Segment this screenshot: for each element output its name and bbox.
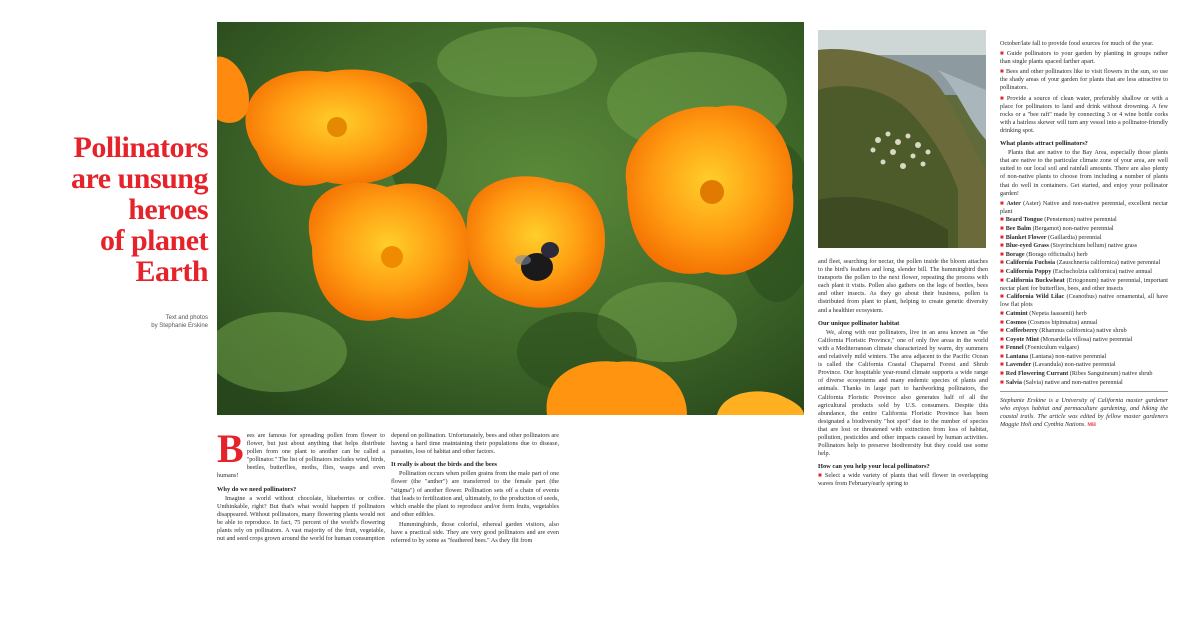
bullet-icon: ■	[1000, 352, 1004, 360]
plant-item	[1000, 353, 1168, 361]
plant-name: California Fuchsia	[1005, 259, 1056, 267]
paragraph: Imagine a world without chocolate, blueberries or coffee. Unthinkable, right? But that's what would happen if pollinators disappeared. Without pollinators, many flowering plants would not be able to reproduce. In fact, 75 percent of the world's flowering plants rely on pollinators. A vast majority of the fruit, vegetable, nut and seed crops grown around the world for human consumption	[217, 494, 385, 543]
bullet-icon: ■	[1000, 335, 1004, 343]
subhead-habitat: Our unique pollinator habitat	[818, 319, 900, 327]
title-line: of planet	[100, 224, 208, 257]
bullet-icon: ■	[1000, 259, 1004, 267]
article-title	[40, 132, 208, 287]
plant-description: (Gaillardia) perennial	[1048, 233, 1102, 241]
plant-item	[1000, 293, 1168, 309]
bullet-icon: ■	[1000, 318, 1004, 326]
bullet-icon: ■	[1000, 233, 1004, 241]
plant-description: (Salvia) native and non-native perennial	[1023, 378, 1123, 386]
plant-description: (Zauschneria californica) native perennial	[1056, 259, 1161, 267]
plant-name: Coffeeberry	[1005, 327, 1038, 335]
divider	[1000, 391, 1168, 392]
drop-cap: B	[217, 426, 244, 471]
paragraph: Plants that are native to the Bay Area, especially those plants that are native to the particular climate zone of your area, are well suited to our local soil and rainfall amounts. There are also plenty of non-native plants to choose from including a number of plants that do well in containers. Get started, and enjoy your pollinator garden!	[1000, 149, 1168, 197]
plant-description: (Aster) Native and non-native perennial, excellent nectar plant	[1000, 199, 1168, 215]
bullet-icon: ■	[1000, 378, 1004, 386]
plant-item	[1000, 242, 1168, 250]
bullet-icon: ■	[1000, 50, 1005, 58]
bullet-icon: ■	[1000, 267, 1004, 275]
poppies-photo	[217, 22, 804, 415]
intro-paragraph: ees are famous for spreading pollen from flower to flower, but just about anything that helps distribute pollen from one plant to another can be called a "pollinator." The list of pollinators includes wind, birds, beetles, butterflies, moths, flies, wasps and even humans!	[217, 432, 385, 480]
plant-item	[1000, 370, 1168, 378]
subhead-birds-bees: It really is about the birds and the bees	[391, 461, 498, 469]
bullet-item: ■ Guide pollinators to your garden by planting in groups rather than single plants spaced farther apart.	[1000, 50, 1168, 66]
column-3	[818, 258, 988, 491]
plant-name: Borage	[1005, 250, 1025, 258]
plant-name: Blue-eyed Grass	[1005, 242, 1049, 250]
bullet-icon: ■	[1000, 370, 1004, 378]
bullet-icon: ■	[1000, 216, 1004, 224]
plant-name: Aster	[1006, 199, 1021, 207]
plant-item	[1000, 336, 1168, 344]
plant-name: Beard Tongue	[1005, 216, 1043, 224]
plant-item	[1000, 379, 1168, 387]
plant-item	[1000, 268, 1168, 276]
subhead-why: Why do we need pollinators?	[217, 485, 297, 493]
bullet-icon: ■	[1000, 361, 1004, 369]
bullet-icon: ■	[1000, 327, 1004, 335]
plant-name: California Buckwheat	[1006, 276, 1065, 284]
plant-description: (Eschscholzia californica) native annual	[1052, 267, 1152, 275]
coastal-photo	[818, 30, 986, 248]
plant-description: (Nepeta faassenii) herb	[1029, 309, 1087, 317]
end-mark: MH	[1087, 423, 1096, 429]
subhead-plants: What plants attract pollinators?	[1000, 140, 1088, 148]
bullet-icon: ■	[818, 472, 823, 480]
plant-item	[1000, 259, 1168, 267]
title-line: Pollinators	[73, 131, 208, 164]
plant-name: Cosmos	[1005, 318, 1027, 326]
plant-description: (Cosmos bipinnatus) annual	[1027, 318, 1098, 326]
title-line: Earth	[135, 255, 208, 288]
plant-description: (Monardella villosa) native perennial	[1040, 335, 1133, 343]
byline-line: by Stephanie Erskine	[151, 323, 208, 329]
plant-name: Fennel	[1005, 344, 1024, 352]
plant-description: (Ribes Sanguineum) native shrub	[1069, 370, 1153, 378]
poppy-center-left	[309, 183, 469, 321]
plant-item	[1000, 234, 1168, 242]
plant-item	[1000, 277, 1168, 293]
plant-item	[1000, 225, 1168, 233]
plant-description: (Bergamot) non-native perennial	[1032, 224, 1114, 232]
plant-item	[1000, 344, 1168, 352]
plant-item	[1000, 216, 1168, 224]
bullet-item: ■ Bees and other pollinators like to visit flowers in the sun, so use the shady areas of your garden for plants that are less attractive to pollinators.	[1000, 68, 1168, 92]
paragraph: Pollination occurs when pollen grains from the male part of one flower (the "anther") are transferred to the female part (the "stigma") of another flower. Pollination sets off a chain of events that leads to fertilization and, ultimately, to the production of seeds, which enable the plant to reproduce and/or form fruits, vegetables and other edibles.	[391, 470, 559, 518]
plant-description: (Ceanothus) native ornamental, all have low flat plots	[1000, 293, 1169, 309]
poppy-top-left	[245, 69, 427, 185]
bullet-icon: ■	[1000, 276, 1005, 284]
bullet-icon: ■	[1000, 250, 1004, 258]
plant-description: (Foeniculum vulgare)	[1025, 344, 1079, 352]
plant-item	[1000, 200, 1168, 216]
bullet-icon: ■	[1000, 309, 1004, 317]
author-bio: Stephanie Erskine is a University of California master gardener who enjoys habitat and permaculture gardening, and hiking the coastal trails. The article was edited by fellow master gardeners Maggie Holt and Cynthia Nations. MH	[1000, 396, 1168, 429]
bullet-icon: ■	[1000, 224, 1004, 232]
bullet-icon: ■	[1000, 293, 1005, 301]
bullet-icon: ■	[1000, 242, 1004, 250]
plant-description: (Sisyrinchium bellum) native grass	[1050, 242, 1138, 250]
plant-item	[1000, 361, 1168, 369]
plant-item	[1000, 327, 1168, 335]
paragraph: Hummingbirds, those colorful, ethereal garden visitors, also have a practical side. They are very good pollinators and are even referred to by some as "feathered bees." As they flit from	[391, 520, 559, 545]
plant-name: Catmint	[1005, 309, 1028, 317]
paragraph: and fleet, searching for nectar, the pollen inside the bloom attaches to the bird's feathers and long, slender bill. The hummingbird then transports the pollen to the next flower, repeating the process with each plant it visits. Pollen also gathers on the legs of beetles, bees and other insects. As they go about their business, pollen is distributed from plant to plant, helping to create genetic diversity and a healthier ecosystem.	[818, 258, 988, 314]
title-line: heroes	[128, 193, 208, 226]
title-line: are unsung	[70, 162, 208, 195]
plant-name: Red Flowering Currant	[1005, 370, 1069, 378]
subhead-help: How can you help your local pollinators?	[818, 463, 930, 471]
plant-name: Blanket Flower	[1005, 233, 1047, 241]
column-4	[1000, 40, 1168, 432]
bullet-icon: ■	[1000, 68, 1005, 76]
plant-description: (Penstemon) native perennial	[1044, 216, 1117, 224]
plant-name: Salvia	[1005, 378, 1022, 386]
poppy-right	[626, 105, 794, 274]
paragraph: October/late fall to provide food sources for much of the year.	[1000, 40, 1154, 47]
plant-description: (Borago officinalis) herb	[1026, 250, 1088, 258]
plant-description: (Lavandula) non-native perennial	[1032, 361, 1116, 369]
bullet-icon: ■	[1000, 344, 1004, 352]
paragraph: depend on pollination. Unfortunately, bees and other pollinators are having a hard time maintaining their populations due to disease, parasites, loss of habitat and other factors.	[391, 432, 559, 456]
plant-item	[1000, 251, 1168, 259]
bullet-item: ■ Provide a source of clean water, preferably shallow or with a place for pollinators to land and drink without drowning. A few rocks or a "bee raft" made by connecting 3 or 4 wine bottle corks with a hairless skewer will turn any vessel into a pollinator-friendly drinking spot.	[1000, 94, 1168, 134]
bullet-icon: ■	[1000, 94, 1005, 102]
plant-name: California Wild Lilac	[1006, 293, 1065, 301]
plant-description: (Lantana) non-native perennial	[1029, 352, 1107, 360]
plant-description: (Rhamnus californica) native shrub	[1039, 327, 1127, 335]
plant-name: Lantana	[1005, 352, 1029, 360]
paragraph: We, along with our pollinators, live in an area known as "the California Floristic Province," one of only five areas in the world with a Mediterranean climate characterized by warm, dry summers and relatively mild winters. The area adjacent to the Pacific Ocean is called the California Coastal Chaparral Forest and Shrub Province. Our hospitable year-round climate supports a wide range of diverse ecosystems and many endemic species of plants and animals. Thanks in large part to hardworking pollinators, the California Floristic Province also generates half of all the agricultural products sold by U.S. consumers. Despite this abundance, the entire California Floristic Province has been designated a biodiversity "hot spot" due to the number of species that are lost or threatened with extinction from loss of habitat, pollution, pesticides and other impacts caused by human activities. Pollinators help to preserve biodiversity but they could use some help.	[818, 328, 988, 458]
plant-name: Bee Balm	[1005, 224, 1032, 232]
column-2	[391, 432, 559, 547]
byline	[60, 314, 208, 330]
plant-name: Coyote Mint	[1005, 335, 1039, 343]
plant-item	[1000, 310, 1168, 318]
plant-item	[1000, 319, 1168, 327]
bullet-icon: ■	[1000, 199, 1005, 207]
poppy-center-with-bee	[466, 176, 605, 307]
plant-name: Lavender	[1005, 361, 1032, 369]
plant-list	[1000, 200, 1168, 387]
byline-line: Text and photos	[165, 315, 208, 321]
column-1	[217, 426, 385, 545]
bullet-item: ■ Select a wide variety of plants that will flower in overlapping waves from February/early spring to	[818, 472, 988, 488]
plant-description: (Eriogonum) native perennial, important nectar plant for butterflies, bees, and other insects	[1000, 276, 1168, 292]
plant-name: California Poppy	[1005, 267, 1052, 275]
